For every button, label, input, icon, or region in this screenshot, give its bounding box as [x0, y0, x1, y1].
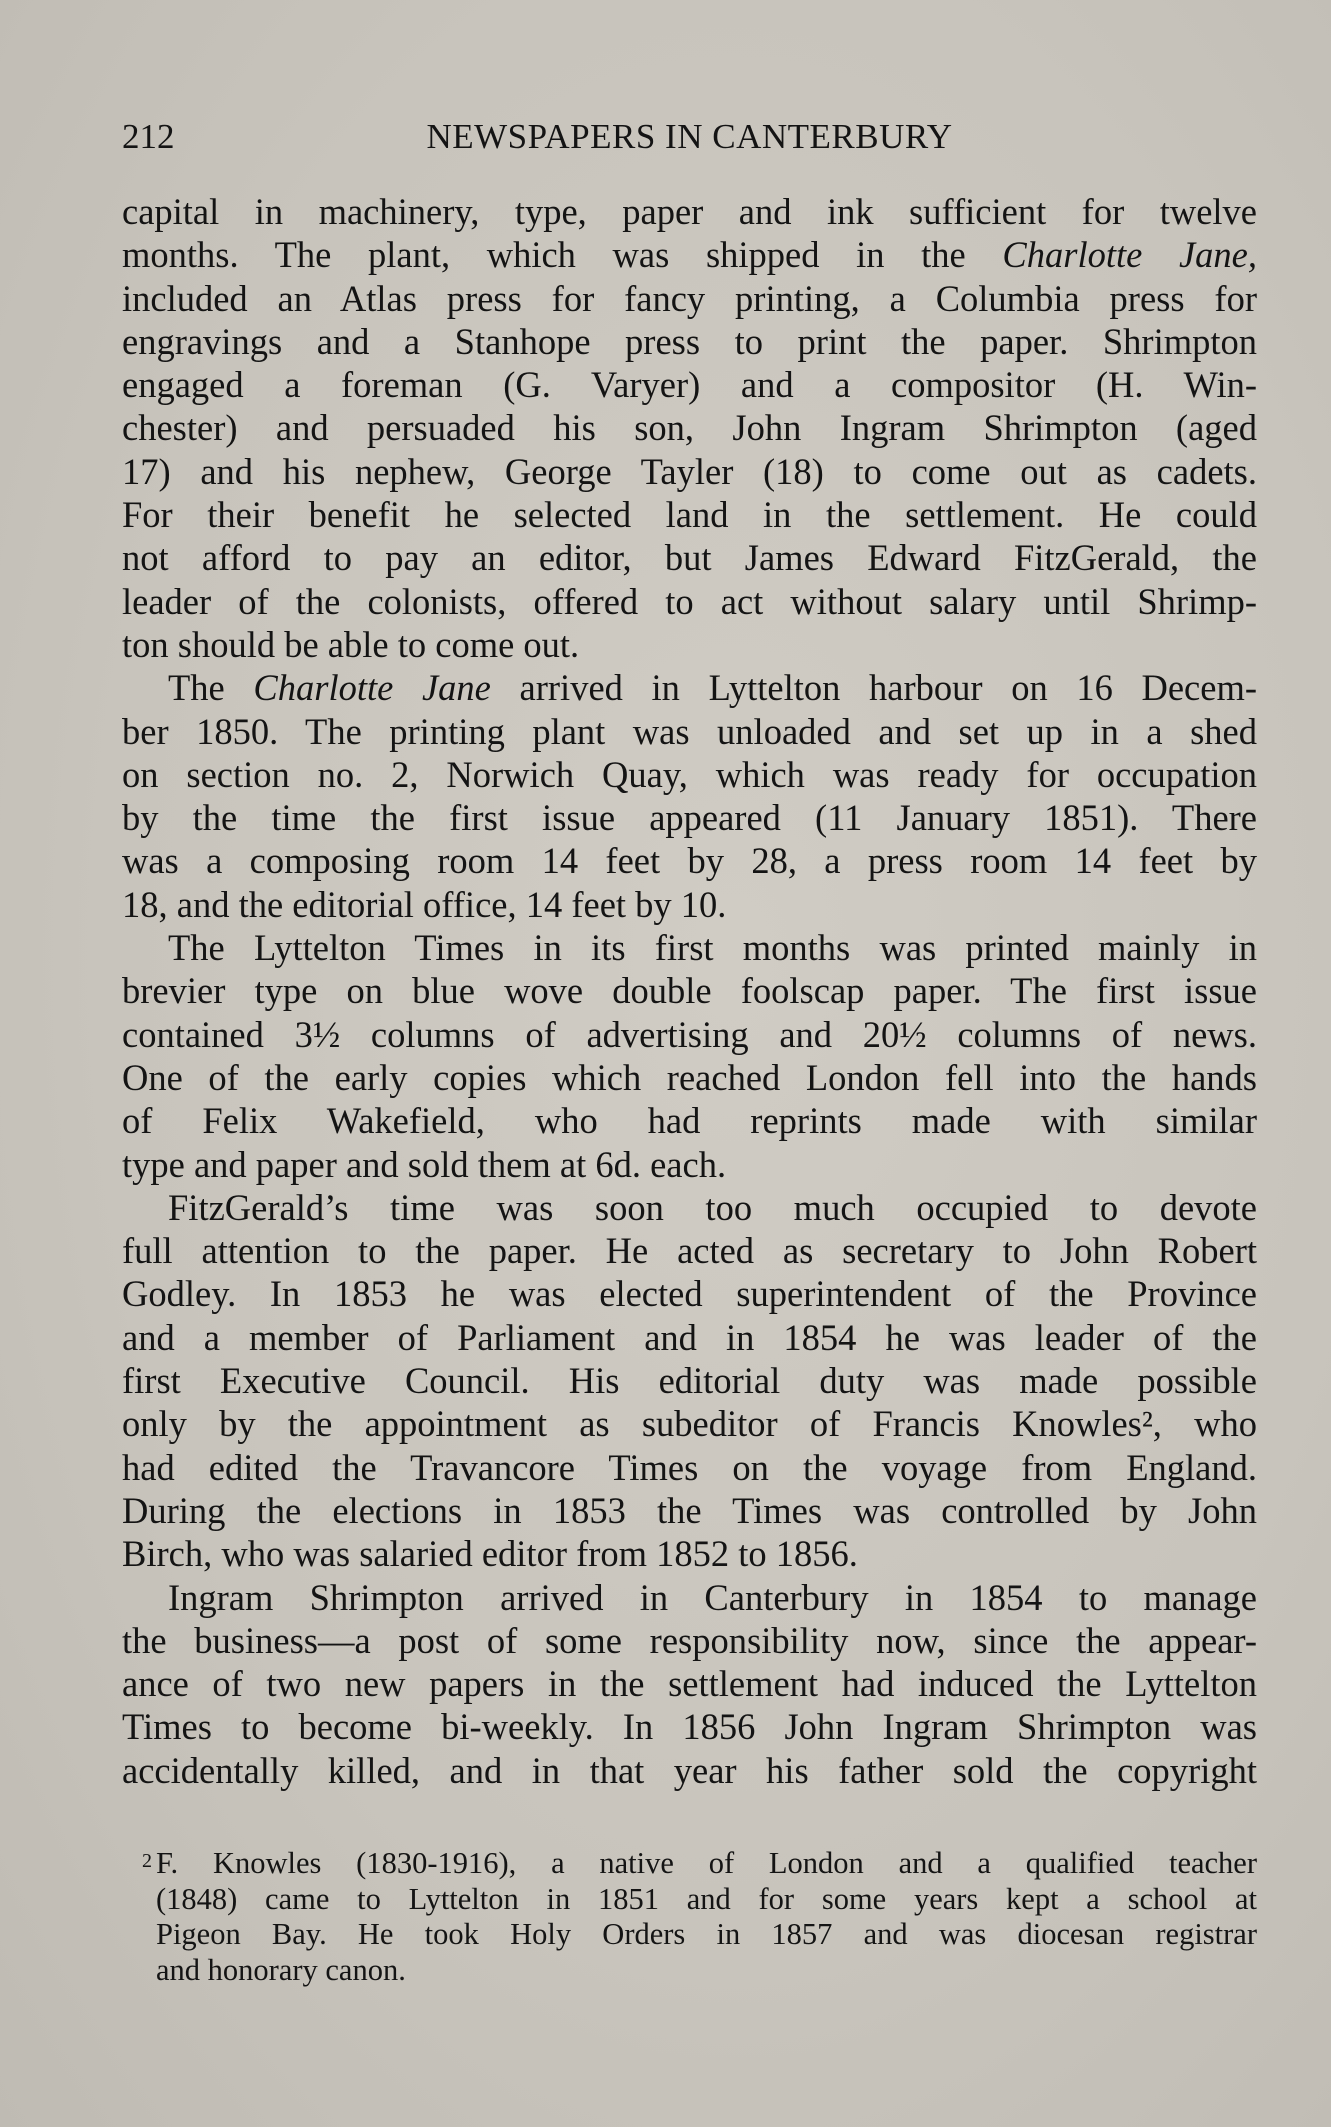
- text-line: engravings and a Stanhope press to print the paper. Shrimpton: [122, 320, 1257, 362]
- paragraph-4: [122, 1186, 1257, 1576]
- text-line: included an Atlas press for fancy printing, a Columbia press for: [122, 277, 1257, 319]
- line-part: months. The plant, which was shipped in the: [122, 234, 1003, 276]
- text-line: by the time the first issue appeared (11 January 1851). There: [122, 797, 1257, 839]
- text-line: One of the early copies which reached London fell into the hands: [122, 1056, 1257, 1098]
- ship-name: Charlotte Jane: [253, 667, 491, 709]
- text-line: was a composing room 14 feet by 28, a press room 14 feet by: [122, 840, 1257, 882]
- text-line: first Executive Council. His editorial duty was made possible: [122, 1360, 1257, 1402]
- footnote: [142, 1846, 1257, 1988]
- text-line: type and paper and sold them at 6d. each.: [122, 1143, 727, 1185]
- text-line: brevier type on blue wove double foolscap paper. The first issue: [122, 970, 1257, 1012]
- text-line: [122, 233, 1257, 276]
- paragraph-3: [122, 926, 1257, 1186]
- paragraph-1: [122, 190, 1257, 666]
- text-line: of Felix Wakefield, who had reprints made with similar: [122, 1100, 1257, 1142]
- footnote-line: Pigeon Bay. He took Holy Orders in 1857 and was diocesan registrar: [156, 1917, 1257, 1951]
- text-line: engaged a foreman (G. Varyer) and a compositor (H. Win-: [122, 364, 1257, 406]
- text-line: on section no. 2, Norwich Quay, which was ready for occupation: [122, 753, 1257, 795]
- paragraph-2: [122, 666, 1257, 926]
- text-line: accidentally killed, and in that year his father sold the copyright: [122, 1749, 1257, 1791]
- footnote-line: and honorary canon.: [156, 1952, 406, 1987]
- line-part: The: [168, 667, 254, 709]
- text-line: 18, and the editorial office, 14 feet by 10.: [122, 883, 727, 925]
- text-line: 17) and his nephew, George Tayler (18) to come out as cadets.: [122, 450, 1257, 492]
- text-line: Godley. In 1853 he was elected superintendent of the Province: [122, 1273, 1257, 1315]
- text-line: and a member of Parliament and in 1854 he was leader of the: [122, 1316, 1257, 1358]
- text-line: The Lyttelton Times in its first months was printed mainly in: [168, 927, 1257, 969]
- text-line: ton should be able to come out.: [122, 623, 580, 665]
- text-line: Birch, who was salaried editor from 1852 to 1856.: [122, 1533, 858, 1575]
- footnote-line: F. Knowles (1830-1916), a native of London and a qualified teacher: [156, 1846, 1257, 1880]
- text-line: leader of the colonists, offered to act without salary until Shrimp-: [122, 580, 1257, 622]
- text-line: ance of two new papers in the settlement had induced the Lyttelton: [122, 1663, 1257, 1705]
- text-line: During the elections in 1853 the Times was controlled by John: [122, 1489, 1257, 1531]
- page-number: 212: [122, 117, 175, 156]
- text-line: FitzGerald’s time was soon too much occupied to devote: [168, 1186, 1257, 1228]
- text-line: not afford to pay an editor, but James Edward FitzGerald, the: [122, 537, 1257, 579]
- ship-name: Charlotte Jane,: [1002, 234, 1257, 276]
- text-line: had edited the Travancore Times on the voyage from England.: [122, 1446, 1257, 1488]
- text-line: the business—a post of some responsibility now, since the appear-: [122, 1619, 1257, 1661]
- text-line: [122, 666, 1257, 709]
- text-line: Ingram Shrimpton arrived in Canterbury in 1854 to manage: [168, 1576, 1257, 1618]
- text-line: only by the appointment as subeditor of Francis Knowles², who: [122, 1403, 1257, 1445]
- body-text: [122, 190, 1257, 1792]
- text-line: contained 3½ columns of advertising and 20½ columns of news.: [122, 1013, 1257, 1055]
- page-header: [122, 112, 1257, 162]
- running-head: NEWSPAPERS IN CANTERBURY: [426, 117, 953, 156]
- text-line: full attention to the paper. He acted as secretary to John Robert: [122, 1230, 1257, 1272]
- text-line: chester) and persuaded his son, John Ingram Shrimpton (aged: [122, 407, 1257, 449]
- text-line: capital in machinery, type, paper and ink sufficient for twelve: [122, 191, 1257, 232]
- line-part: arrived in Lyttelton harbour on 16 Decem-: [490, 667, 1258, 709]
- footnote-line: (1848) came to Lyttelton in 1851 and for some years kept a school at: [156, 1881, 1257, 1916]
- footnote-marker: 2: [142, 1850, 152, 1872]
- text-line: For their benefit he selected land in the settlement. He could: [122, 494, 1257, 536]
- text-line: ber 1850. The printing plant was unloaded and set up in a shed: [122, 710, 1257, 752]
- paragraph-5: [122, 1576, 1257, 1792]
- text-line: Times to become bi-weekly. In 1856 John Ingram Shrimpton was: [122, 1706, 1257, 1748]
